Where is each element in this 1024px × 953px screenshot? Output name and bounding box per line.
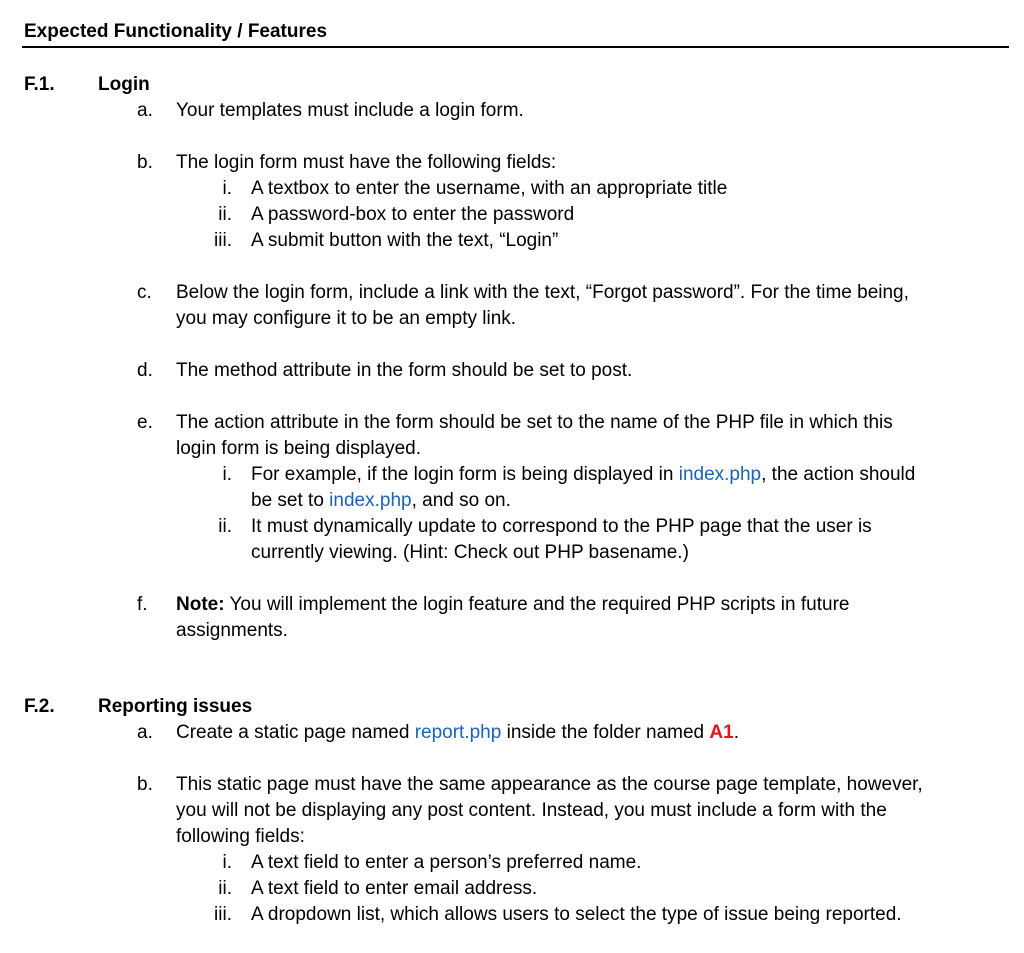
item-text: following fields:: [176, 826, 305, 847]
item-text: Your templates must include a login form.: [176, 100, 524, 121]
title-rule: [22, 46, 1009, 48]
section-title: Reporting issues: [98, 696, 253, 717]
report-php-link[interactable]: report.php: [414, 722, 502, 743]
item-marker: c.: [137, 282, 152, 303]
item-marker: f.: [137, 594, 148, 615]
item-text: The method attribute in the form should be set to post.: [176, 360, 633, 381]
folder-name: A1: [709, 722, 734, 743]
subitem-text: [251, 488, 511, 514]
page-title: Expected Functionality / Features: [24, 21, 328, 42]
index-php-link[interactable]: index.php: [678, 464, 762, 485]
item-text: The action attribute in the form should be set to the name of the PHP file in which this: [176, 412, 893, 433]
section-title: Login: [98, 74, 150, 95]
subitem-marker: ii.: [218, 204, 232, 225]
section-number: F.1.: [24, 74, 55, 95]
item-text: login form is being displayed.: [176, 438, 422, 459]
item-marker: d.: [137, 360, 153, 381]
section-number: F.2.: [24, 696, 55, 717]
text-run: be set to: [251, 490, 330, 511]
item-marker: e.: [137, 412, 153, 433]
note-label: Note:: [176, 594, 225, 615]
subitem-text: A text field to enter a person’s preferred name.: [251, 852, 642, 873]
item-text: The login form must have the following fields:: [176, 152, 557, 173]
item-text: you may configure it to be an empty link.: [176, 308, 517, 329]
text-run: .: [733, 722, 739, 743]
item-marker: b.: [137, 152, 153, 173]
subitem-text: A text field to enter email address.: [251, 878, 538, 899]
item-marker: b.: [137, 774, 153, 795]
subitem-text: A dropdown list, which allows users to select the type of issue being reported.: [251, 904, 902, 925]
item-text: [176, 592, 849, 618]
text-run: , and so on.: [411, 490, 511, 511]
subitem-marker: ii.: [218, 878, 232, 899]
item-text: assignments.: [176, 620, 288, 641]
item-text: This static page must have the same appearance as the course page template, however,: [176, 774, 923, 795]
index-php-link[interactable]: index.php: [329, 490, 412, 511]
subitem-text: A textbox to enter the username, with an appropriate title: [251, 178, 728, 199]
text-run: Create a static page named: [176, 722, 415, 743]
item-marker: a.: [137, 722, 153, 743]
subitem-text: currently viewing. (Hint: Check out PHP basename.): [251, 542, 689, 563]
subitem-marker: i.: [222, 852, 232, 873]
subitem-text: It must dynamically update to correspond to the PHP page that the user is: [251, 516, 872, 537]
subitem-marker: i.: [222, 178, 232, 199]
subitem-marker: i.: [222, 464, 232, 485]
text-run: For example, if the login form is being displayed in: [251, 464, 679, 485]
text-run: You will implement the login feature and the required PHP scripts in future: [224, 594, 850, 615]
text-run: inside the folder named: [501, 722, 710, 743]
item-text: you will not be displaying any post content. Instead, you must include a form with the: [176, 800, 887, 821]
subitem-text: [251, 462, 915, 488]
item-text: Below the login form, include a link with the text, “Forgot password”. For the time being,: [176, 282, 909, 303]
subitem-text: A submit button with the text, “Login”: [251, 230, 559, 251]
item-marker: a.: [137, 100, 153, 121]
item-text: [176, 720, 739, 746]
subitem-marker: iii.: [214, 904, 232, 925]
subitem-text: A password-box to enter the password: [251, 204, 575, 225]
text-run: , the action should: [761, 464, 916, 485]
subitem-marker: iii.: [214, 230, 232, 251]
subitem-marker: ii.: [218, 516, 232, 537]
